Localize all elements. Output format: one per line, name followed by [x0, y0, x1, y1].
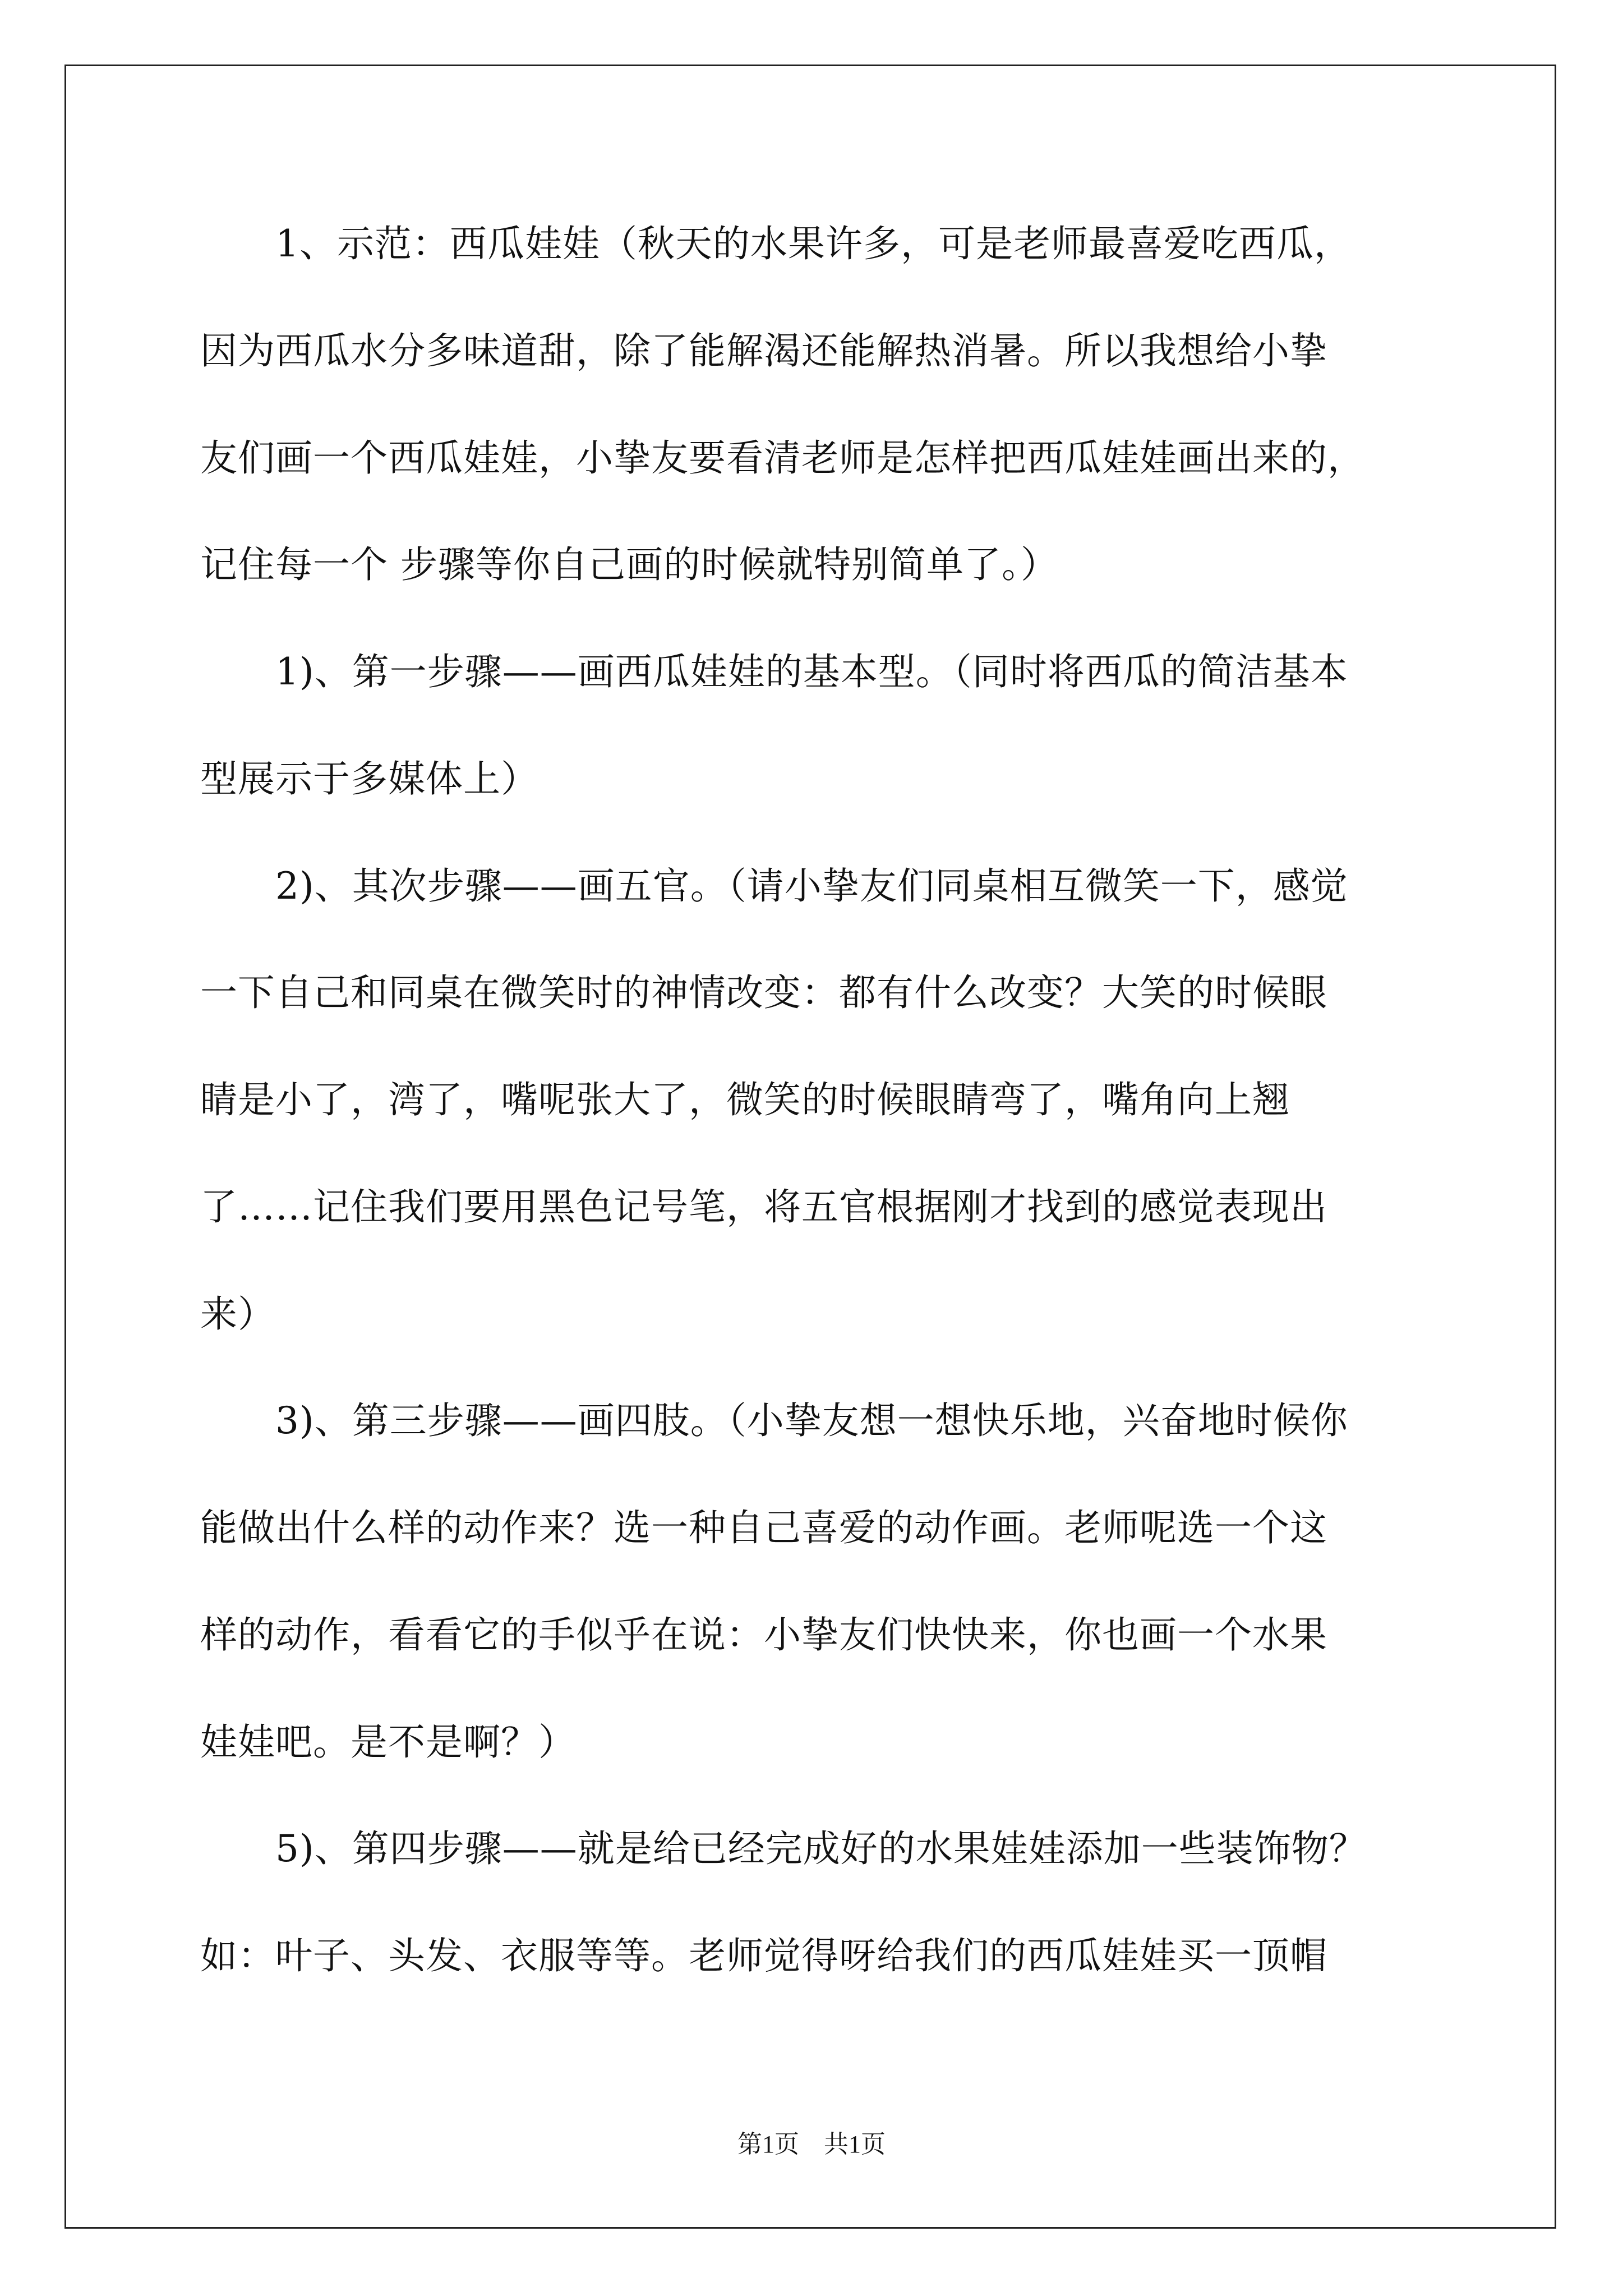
text-line: 来） [200, 1292, 275, 1336]
text-line: 样的动作，看看它的手似乎在说：小挚友们快快来，你也画一个水果 [200, 1613, 1327, 1657]
text-line: 能做出什么样的动作来？选一种自己喜爱的动作画。老师呢选一个这 [200, 1506, 1327, 1549]
text-line: 5)、第四步骤——就是给已经完成好的水果娃娃添加一些装饰物？ [200, 1827, 1367, 1870]
text-line: 一下自己和同桌在微笑时的神情改变：都有什么改变？大笑的时候眼 [200, 971, 1327, 1014]
text-line: 1)、第一步骤——画西瓜娃娃的基本型。（同时将西瓜的简洁基本 [200, 650, 1348, 693]
text-line: 娃娃吧。是不是啊？） [200, 1720, 576, 1764]
page-total: 共1页 [824, 2131, 886, 2158]
page-footer [0, 2129, 1623, 2160]
page-border [64, 65, 1556, 2229]
text-line: 记住每一个 步骤等你自己画的时候就特别简单了。） [200, 543, 1058, 586]
text-line: 睛是小了，湾了，嘴呢张大了，微笑的时候眼睛弯了，嘴角向上翘 [200, 1078, 1290, 1121]
text-line: 友们画一个西瓜娃娃，小挚友要看清老师是怎样把西瓜娃娃画出来的， [200, 436, 1365, 480]
text-line: 了……记住我们要用黑色记号笔，将五官根据刚才找到的感觉表现出 [200, 1185, 1327, 1228]
page-number: 第1页 [737, 2131, 799, 2158]
text-line: 型展示于多媒体上） [200, 757, 538, 800]
text-line: 因为西瓜水分多味道甜，除了能解渴还能解热消暑。所以我想给小挚 [200, 329, 1327, 372]
text-line: 2)、其次步骤——画五官。（请小挚友们同桌相互微笑一下，感觉 [200, 864, 1348, 908]
text-line: 1、示范：西瓜娃娃（秋天的水果许多，可是老师最喜爱吃西瓜， [200, 222, 1352, 265]
text-line: 3)、第三步骤——画四肢。（小挚友想一想快乐地，兴奋地时候你 [200, 1399, 1348, 1442]
text-line: 如：叶子、头发、衣服等等。老师觉得呀给我们的西瓜娃娃买一顶帽 [200, 1934, 1327, 1977]
